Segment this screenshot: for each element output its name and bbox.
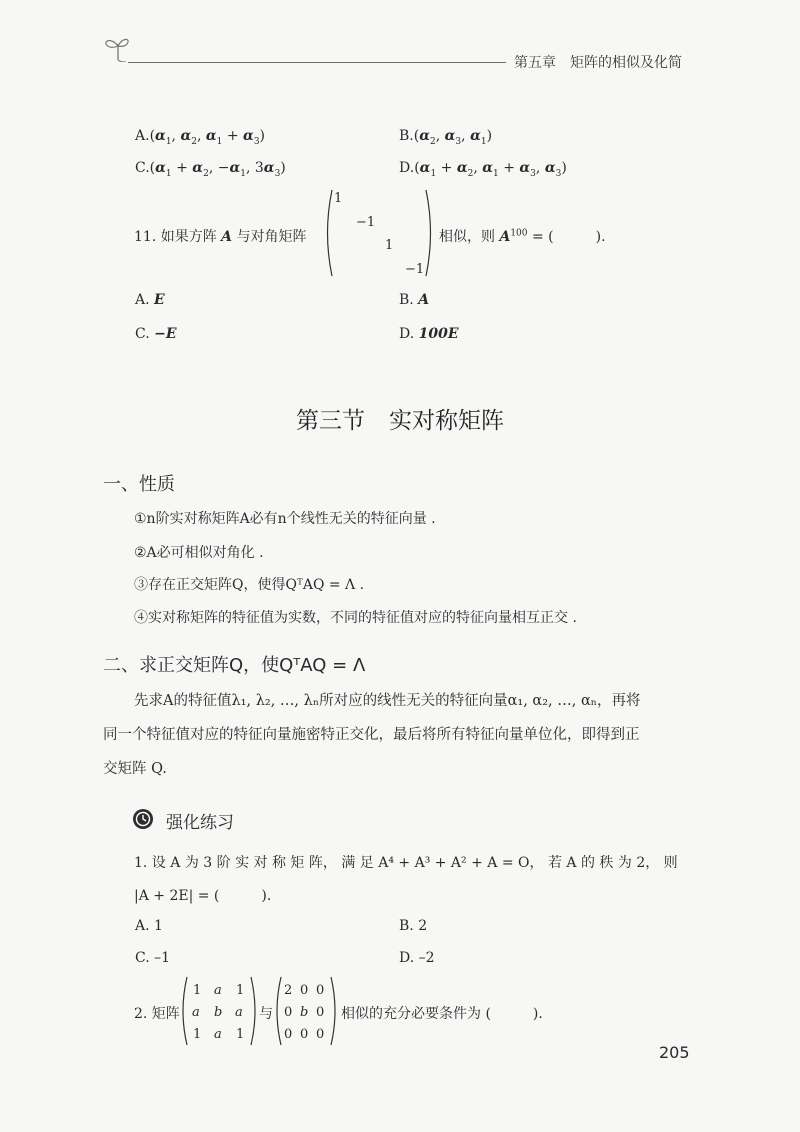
svg-text:1: 1 bbox=[193, 1027, 202, 1042]
section-title: 第三节 实对称矩阵 bbox=[296, 408, 504, 434]
matrix-entry-2: −1 bbox=[356, 215, 376, 230]
page-number: 205 bbox=[659, 1043, 690, 1062]
property-item-4: ④实对称矩阵的特征值为实数，不同的特征值对应的特征向量相互正交 . bbox=[134, 610, 577, 626]
q10-option-b: $B.(\alpha_2$, $\alpha_3$, $\alpha_1$) bbox=[399, 128, 493, 147]
q11-option-c: C. −E bbox=[135, 326, 177, 342]
clock-icon bbox=[132, 808, 154, 830]
paragraph-line-2: 同一个特征值对应的特征向量施密特正交化，最后将所有特征向量单位化，即得到正 bbox=[103, 727, 640, 743]
property-item-2: ②A必可相似对角化 . bbox=[134, 545, 264, 561]
svg-text:1: 1 bbox=[236, 1027, 245, 1042]
heading-properties: 一、性质 bbox=[103, 474, 175, 495]
q10-option-d: $D.(\alpha_1 + \alpha_2$, $\alpha_1 + \alpha_3$, $\alpha_3$) bbox=[399, 160, 567, 179]
running-header bbox=[514, 52, 682, 72]
paragraph-line-3: 交矩阵 Q. bbox=[103, 761, 167, 777]
sprout-icon bbox=[104, 34, 130, 62]
practice-q1-option-b: B. 2 bbox=[399, 918, 428, 934]
paragraph-line-1: 先求A的特征值λ₁, λ₂, …, λₙ所对应的线性无关的特征向量α₁, α₂, …, αₙ，再将 bbox=[134, 693, 641, 709]
matrix-entry-3: 1 bbox=[385, 238, 394, 253]
practice-q2-matrix-1 bbox=[178, 974, 260, 1048]
heading-orthogonal-matrix: 二、求正交矩阵Q，使QᵀAQ = Λ bbox=[103, 655, 366, 676]
q10-option-c: $C.(\alpha_1 + \alpha_2$, $-\alpha_1$, $3\alpha_3$) bbox=[135, 160, 286, 179]
chapter-number: 第五章 bbox=[514, 55, 556, 71]
practice-q1-option-d: D. –2 bbox=[399, 950, 435, 966]
practice-q2-matrix-2 bbox=[273, 974, 339, 1048]
svg-text:0: 0 bbox=[284, 1005, 293, 1020]
svg-text:b: b bbox=[214, 1005, 223, 1020]
svg-text:0: 0 bbox=[316, 1005, 325, 1020]
svg-text:b: b bbox=[300, 1005, 309, 1020]
practice-q1-option-a: A. 1 bbox=[135, 918, 163, 934]
svg-text:1: 1 bbox=[193, 983, 202, 998]
q11-option-a: A. E bbox=[135, 292, 165, 308]
q11-diagonal-matrix bbox=[322, 186, 436, 280]
matrix-entry-4: −1 bbox=[405, 262, 425, 277]
practice-q2-prefix: 2. 矩阵 bbox=[134, 1006, 180, 1022]
q11-option-d: D. 100E bbox=[399, 326, 459, 342]
practice-title: 强化练习 bbox=[166, 813, 234, 833]
svg-text:0: 0 bbox=[316, 1027, 325, 1042]
q11-option-b: B. A bbox=[399, 292, 430, 308]
practice-q1-line2: |A + 2E| = ( ). bbox=[134, 888, 272, 904]
header-rule bbox=[128, 62, 506, 63]
svg-text:0: 0 bbox=[284, 1027, 293, 1042]
svg-text:0: 0 bbox=[316, 983, 325, 998]
practice-q1-option-c: C. –1 bbox=[135, 950, 171, 966]
svg-text:0: 0 bbox=[300, 983, 309, 998]
practice-q2-suffix: 相似的充分必要条件为 ( ). bbox=[341, 1006, 543, 1022]
practice-q2-mid: 与 bbox=[259, 1006, 273, 1022]
svg-text:0: 0 bbox=[300, 1027, 309, 1042]
property-item-1: ①n阶实对称矩阵A必有n个线性无关的特征向量 . bbox=[134, 511, 436, 527]
chapter-title: 矩阵的相似及化简 bbox=[570, 55, 682, 71]
matrix-entry-1: 1 bbox=[334, 191, 343, 206]
svg-text:a: a bbox=[235, 1005, 243, 1020]
svg-text:a: a bbox=[214, 983, 222, 998]
q11-stem-end: 相似，则 $A^{100}$ = ( ). bbox=[439, 228, 606, 245]
svg-text:2: 2 bbox=[284, 983, 293, 998]
q10-option-a: $A.(\alpha_1$, $\alpha_2$, $\alpha_1 + \alpha_3$) bbox=[135, 128, 266, 147]
svg-text:1: 1 bbox=[236, 983, 245, 998]
svg-text:a: a bbox=[192, 1005, 200, 1020]
q11-stem-start: 11. 如果方阵 A 与对角矩阵 bbox=[134, 229, 307, 245]
practice-q1-line1: 1. 设 A 为 3 阶 实 对 称 矩 阵， 满 足 A⁴ + A³ + A² + A = O， 若 A 的 秩 为 2， 则 bbox=[134, 855, 678, 871]
property-item-3: ③存在正交矩阵Q，使得QᵀAQ = Λ . bbox=[134, 577, 365, 593]
svg-text:a: a bbox=[214, 1027, 222, 1042]
